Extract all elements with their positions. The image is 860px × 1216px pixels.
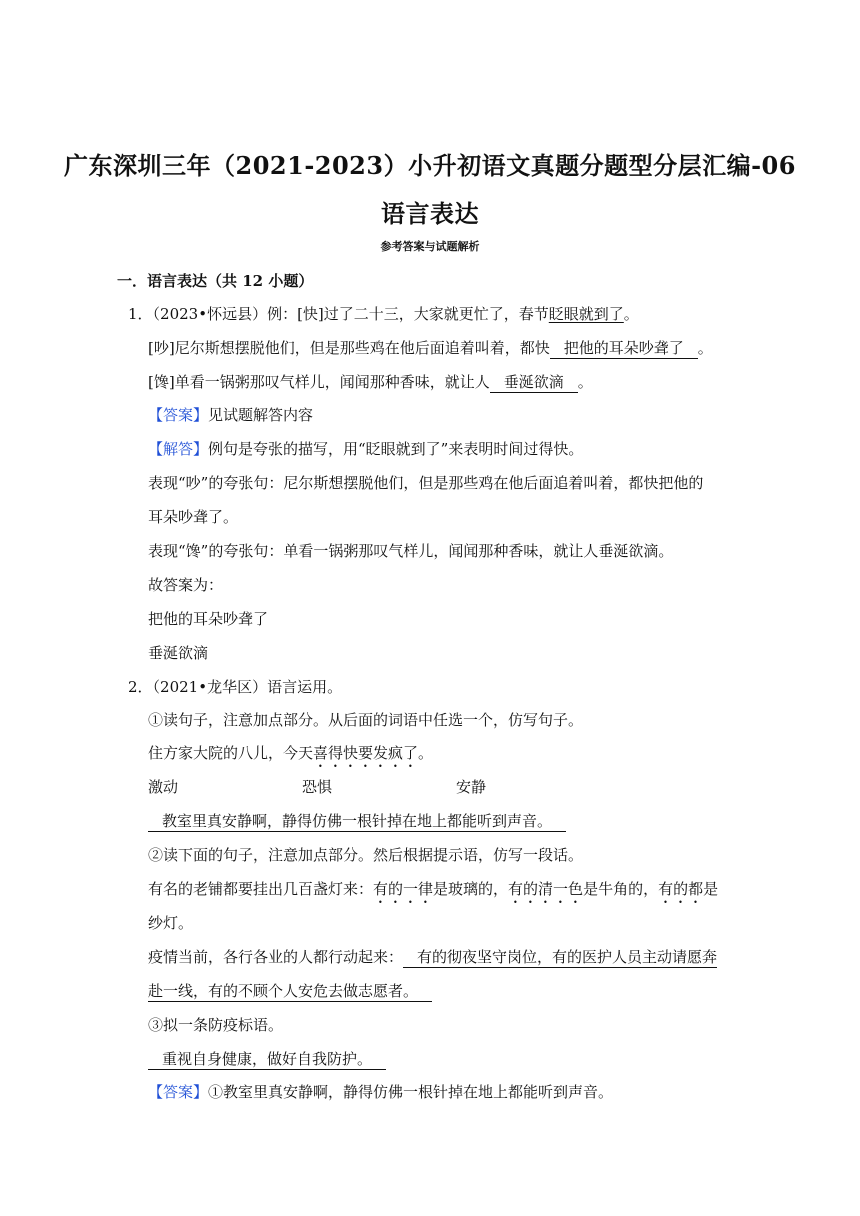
q1-analysis-tag: 【解答】 [148,440,209,458]
q2-word1: 激动 [148,778,179,796]
q1-answer-tag: 【答案】 [148,406,209,424]
q1-analysis-text: 例句是夸张的描写，用“眨眼就到了”来表明时间过得快。 [208,440,584,458]
q1-final-answer2: 垂涎欲滴 [148,644,209,662]
q1-explain1-b: 耳朵吵聋了。 [148,508,239,526]
q1-chao-pre: [吵]尼尔斯想摆脱他们，但是那些鸡在他后面追着叫着，都快 [148,339,550,357]
q1-chao-line [148,338,713,359]
q2-sentence2-b: 纱灯。 [148,914,194,932]
q1-chao-end: 。 [697,339,713,357]
doc-subtitle: 参考答案与试题解析 [380,240,480,253]
q2-sentence3-a [148,947,717,968]
q2-answer1-blank: 教室里真安静啊，静得仿佛一根针掉在地上都能听到声音。 [148,812,566,832]
q2-word3: 安静 [456,778,487,796]
doc-title-line1: 广东深圳三年（2021-2023）小升初语文真题分题型分层汇编-06 [64,151,796,180]
q2-s3-pre: 疫情当前，各行各业的人都行动起来： [148,948,404,966]
q2-word2: 恐惧 [302,778,333,796]
q2-s2-c: 是牛角的， [583,880,659,898]
q1-so: 故答案为： [148,576,224,594]
q1-chan-line [148,372,593,393]
q2-sentence1 [148,743,433,771]
q2-s3-blank-a: 有的彻夜坚守岗位，有的医护人员主动请愿奔 [403,948,717,968]
q2-sentence3-b [148,981,432,1002]
q2-answer3-line [148,1049,386,1070]
q2-answer-text: ①教室里真安静啊，静得仿佛一根针掉在地上都能听到声音。 [208,1083,614,1101]
q2-s2-dot1: 有的一律 [373,880,434,898]
q2-s1-end: 。 [418,744,434,762]
q1-stem-end: 。 [623,305,639,323]
q2-answer-tag: 【答案】 [148,1083,209,1101]
q2-s1-pre: 住方家大院的八儿，今天 [148,744,314,762]
q2-s2-dot2: 有的清一色 [508,880,584,898]
doc-title-line2: 语言表达 [381,199,479,228]
q2-s3-blank-b: 赴一线，有的不顾个人安危去做志愿者。 [148,982,432,1002]
section-heading: 一．语言表达（共 12 小题） [117,272,314,290]
q2-s2-e: 是 [703,880,719,898]
q1-analysis [148,439,583,459]
q1-answer-text: 见试题解答内容 [208,406,314,424]
q2-part1-prompt: ①读句子，注意加点部分。从后面的词语中任选一个，仿写句子。 [148,711,584,729]
q2-s2-b: 是玻璃的， [433,880,509,898]
q2-stem: 2．（2021•龙华区）语言运用。 [128,678,343,696]
q2-answer1-line [148,811,566,832]
q1-answer [148,405,313,425]
q1-stem-underlined: 眨眼就到了 [548,305,624,323]
q2-part2-prompt: ②读下面的句子，注意加点部分。然后根据提示语，仿写一段话。 [148,846,584,864]
q2-answer [148,1082,613,1102]
q1-chan-end: 。 [577,373,593,391]
q1-explain1-a: 表现“吵”的夸张句：尼尔斯想摆脱他们，但是那些鸡在他后面追着叫着，都快把他的 [148,474,704,492]
q2-s2-dot3: 有的都 [658,880,704,898]
q2-part3-prompt: ③拟一条防疫标语。 [148,1016,284,1034]
q1-stem-pre: 1．（2023•怀远县）例：[快]过了二十三，大家就更忙了，春节 [128,305,549,323]
q2-s2-a: 有名的老铺都要挂出几百盏灯来： [148,880,374,898]
q1-chan-pre: [馋]单看一锅粥那叹气样儿，闻闻那种香味，就让人 [148,373,490,391]
q1-final-answer1: 把他的耳朵吵聋了 [148,610,269,628]
q1-chan-blank: 垂涎欲滴 [490,373,578,393]
q2-s1-dotted: 喜得快要发疯了 [313,744,419,762]
q1-stem [128,304,639,324]
q1-chao-blank: 把他的耳朵吵聋了 [550,339,698,359]
q2-sentence2-a [148,879,718,907]
q2-answer3-blank: 重视自身健康，做好自我防护。 [148,1050,386,1070]
q1-explain2: 表现“馋”的夸张句：单看一锅粥那叹气样儿，闻闻那种香味，就让人垂涎欲滴。 [148,542,674,560]
q2-word-choices [148,777,486,797]
